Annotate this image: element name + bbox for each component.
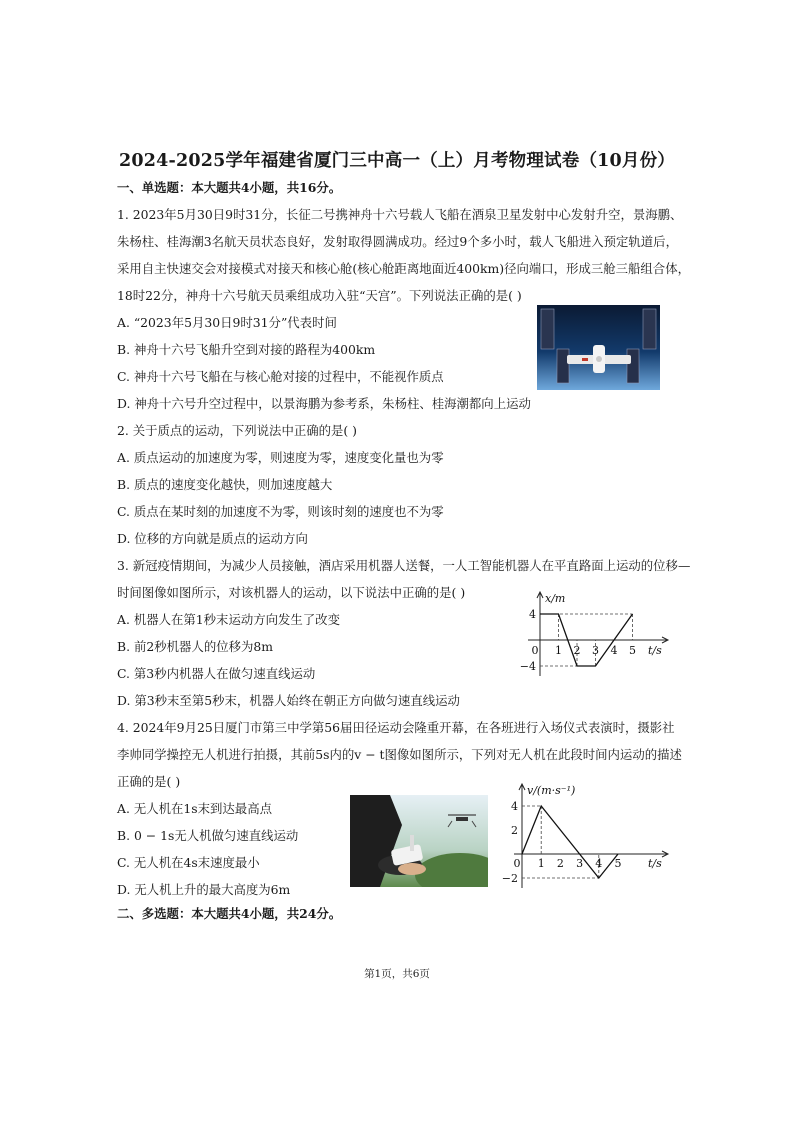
xt-x-tick-0: 0 [531,644,539,657]
xt-x-tick-4: 4 [610,644,618,657]
q1-stem-line-3: 采用自主快速交会对接模式对接天和核心舱(核心舱距离地面近400km)径向端口，形成三舱三船组合体， [117,261,690,276]
xt-y-tick-1: −4 [519,660,536,673]
vt-x-tick-4: 4 [595,857,603,870]
q4-option-c: C. 无人机在4s末速度最小 [117,855,260,870]
q4-stem-line-3: 正确的是( ) [117,774,181,789]
q1-stem-line-1: 1. 2023年5月30日9时31分，长征二号携神舟十六号载人飞船在酒泉卫星发射中心发射升空，景海鹏、 [117,207,683,222]
q3-option-d: D. 第3秒末至第5秒末，机器人始终在朝正方向做匀速直线运动 [117,693,460,708]
vt-x-tick-0: 0 [513,857,521,870]
xt-x-axis-label: t/s [648,644,662,657]
q1-option-c: C. 神舟十六号飞船在与核心舱对接的过程中，不能视作质点 [117,369,444,384]
xt-x-tick-2: 2 [573,644,581,657]
xt-x-tick-1: 1 [555,644,562,657]
q1-stem-line-2: 朱杨柱、桂海潮3名航天员状态良好，发射取得圆满成功。经过9个多小时，载人飞船进入预定轨道后， [117,234,678,249]
q4-option-b: B. 0 − 1s无人机做匀速直线运动 [117,828,299,843]
page-footer: 第1页，共6页 [364,968,430,980]
q4-option-a: A. 无人机在1s末到达最高点 [117,801,272,816]
vt-x-tick-5: 5 [614,857,622,870]
displacement-time-chart [518,588,674,684]
q2-stem: 2. 关于质点的运动，下列说法中正确的是( ) [117,423,358,438]
vt-y-tick-2: −2 [501,872,518,885]
vt-series-line [522,806,618,878]
q1-option-d: D. 神舟十六号升空过程中，以景海鹏为参考系，朱杨柱、桂海潮都向上运动 [117,396,531,411]
space-station-photo [537,305,660,390]
q2-option-a: A. 质点运动的加速度为零，则速度为零，速度变化量也为零 [117,450,444,465]
xt-x-tick-5: 5 [629,644,636,657]
vt-y-tick-0: 4 [511,800,518,813]
drone-photo [350,795,488,887]
q2-option-d: D. 位移的方向就是质点的运动方向 [117,531,308,546]
q4-option-d: D. 无人机上升的最大高度为6m [117,882,291,897]
velocity-time-chart [500,780,672,892]
vt-x-tick-3: 3 [576,857,584,870]
xt-y-axis-label: x/m [545,592,566,605]
vt-x-tick-1: 1 [537,857,545,870]
q2-option-b: B. 质点的速度变化越快，则加速度越大 [117,477,333,492]
q3-stem-line-1: 3. 新冠疫情期间，为减少人员接触，酒店采用机器人送餐，一人工智能机器人在平直路面上运动的位移— [117,558,691,573]
vt-y-tick-1: 2 [511,824,518,837]
q3-option-b: B. 前2秒机器人的位移为8m [117,639,274,654]
xt-y-tick-0: 4 [529,608,536,621]
q3-option-c: C. 第3秒内机器人在做匀速直线运动 [117,666,316,681]
q1-option-b: B. 神舟十六号飞船升空到对接的路程为400km [117,342,376,357]
vt-x-axis-label: t/s [648,857,662,870]
q4-stem-line-2: 李帅同学操控无人机进行拍摄，其前5s内的v − t图像如图所示，下列对无人机在此段时间内运动的描述 [117,747,682,762]
q1-stem-line-4: 18时22分，神舟十六号航天员乘组成功入驻“天宫”。下列说法正确的是( ) [117,288,522,303]
section-2-heading: 二、多选题：本大题共4小题，共24分。 [117,906,342,921]
xt-x-tick-3: 3 [592,644,599,657]
q1-option-a: A. “2023年5月30日9时31分”代表时间 [117,315,337,330]
exam-title: 2024-2025学年福建省厦门三中高一（上）月考物理试卷（10月份） [118,151,676,171]
q3-option-a: A. 机器人在第1秒末运动方向发生了改变 [117,612,340,627]
section-1-heading: 一、单选题：本大题共4小题，共16分。 [117,180,342,195]
q2-option-c: C. 质点在某时刻的加速度不为零，则该时刻的速度也不为零 [117,504,444,519]
q3-stem-line-2: 时间图像如图所示，对该机器人的运动，以下说法中正确的是( ) [117,585,466,600]
vt-x-tick-2: 2 [556,857,564,870]
q4-stem-line-1: 4. 2024年9月25日厦门市第三中学第56届田径运动会隆重开幕，在各班进行入场仪式表演时，摄影社 [117,720,675,735]
vt-y-axis-label: v/(m·s⁻¹) [527,784,576,797]
